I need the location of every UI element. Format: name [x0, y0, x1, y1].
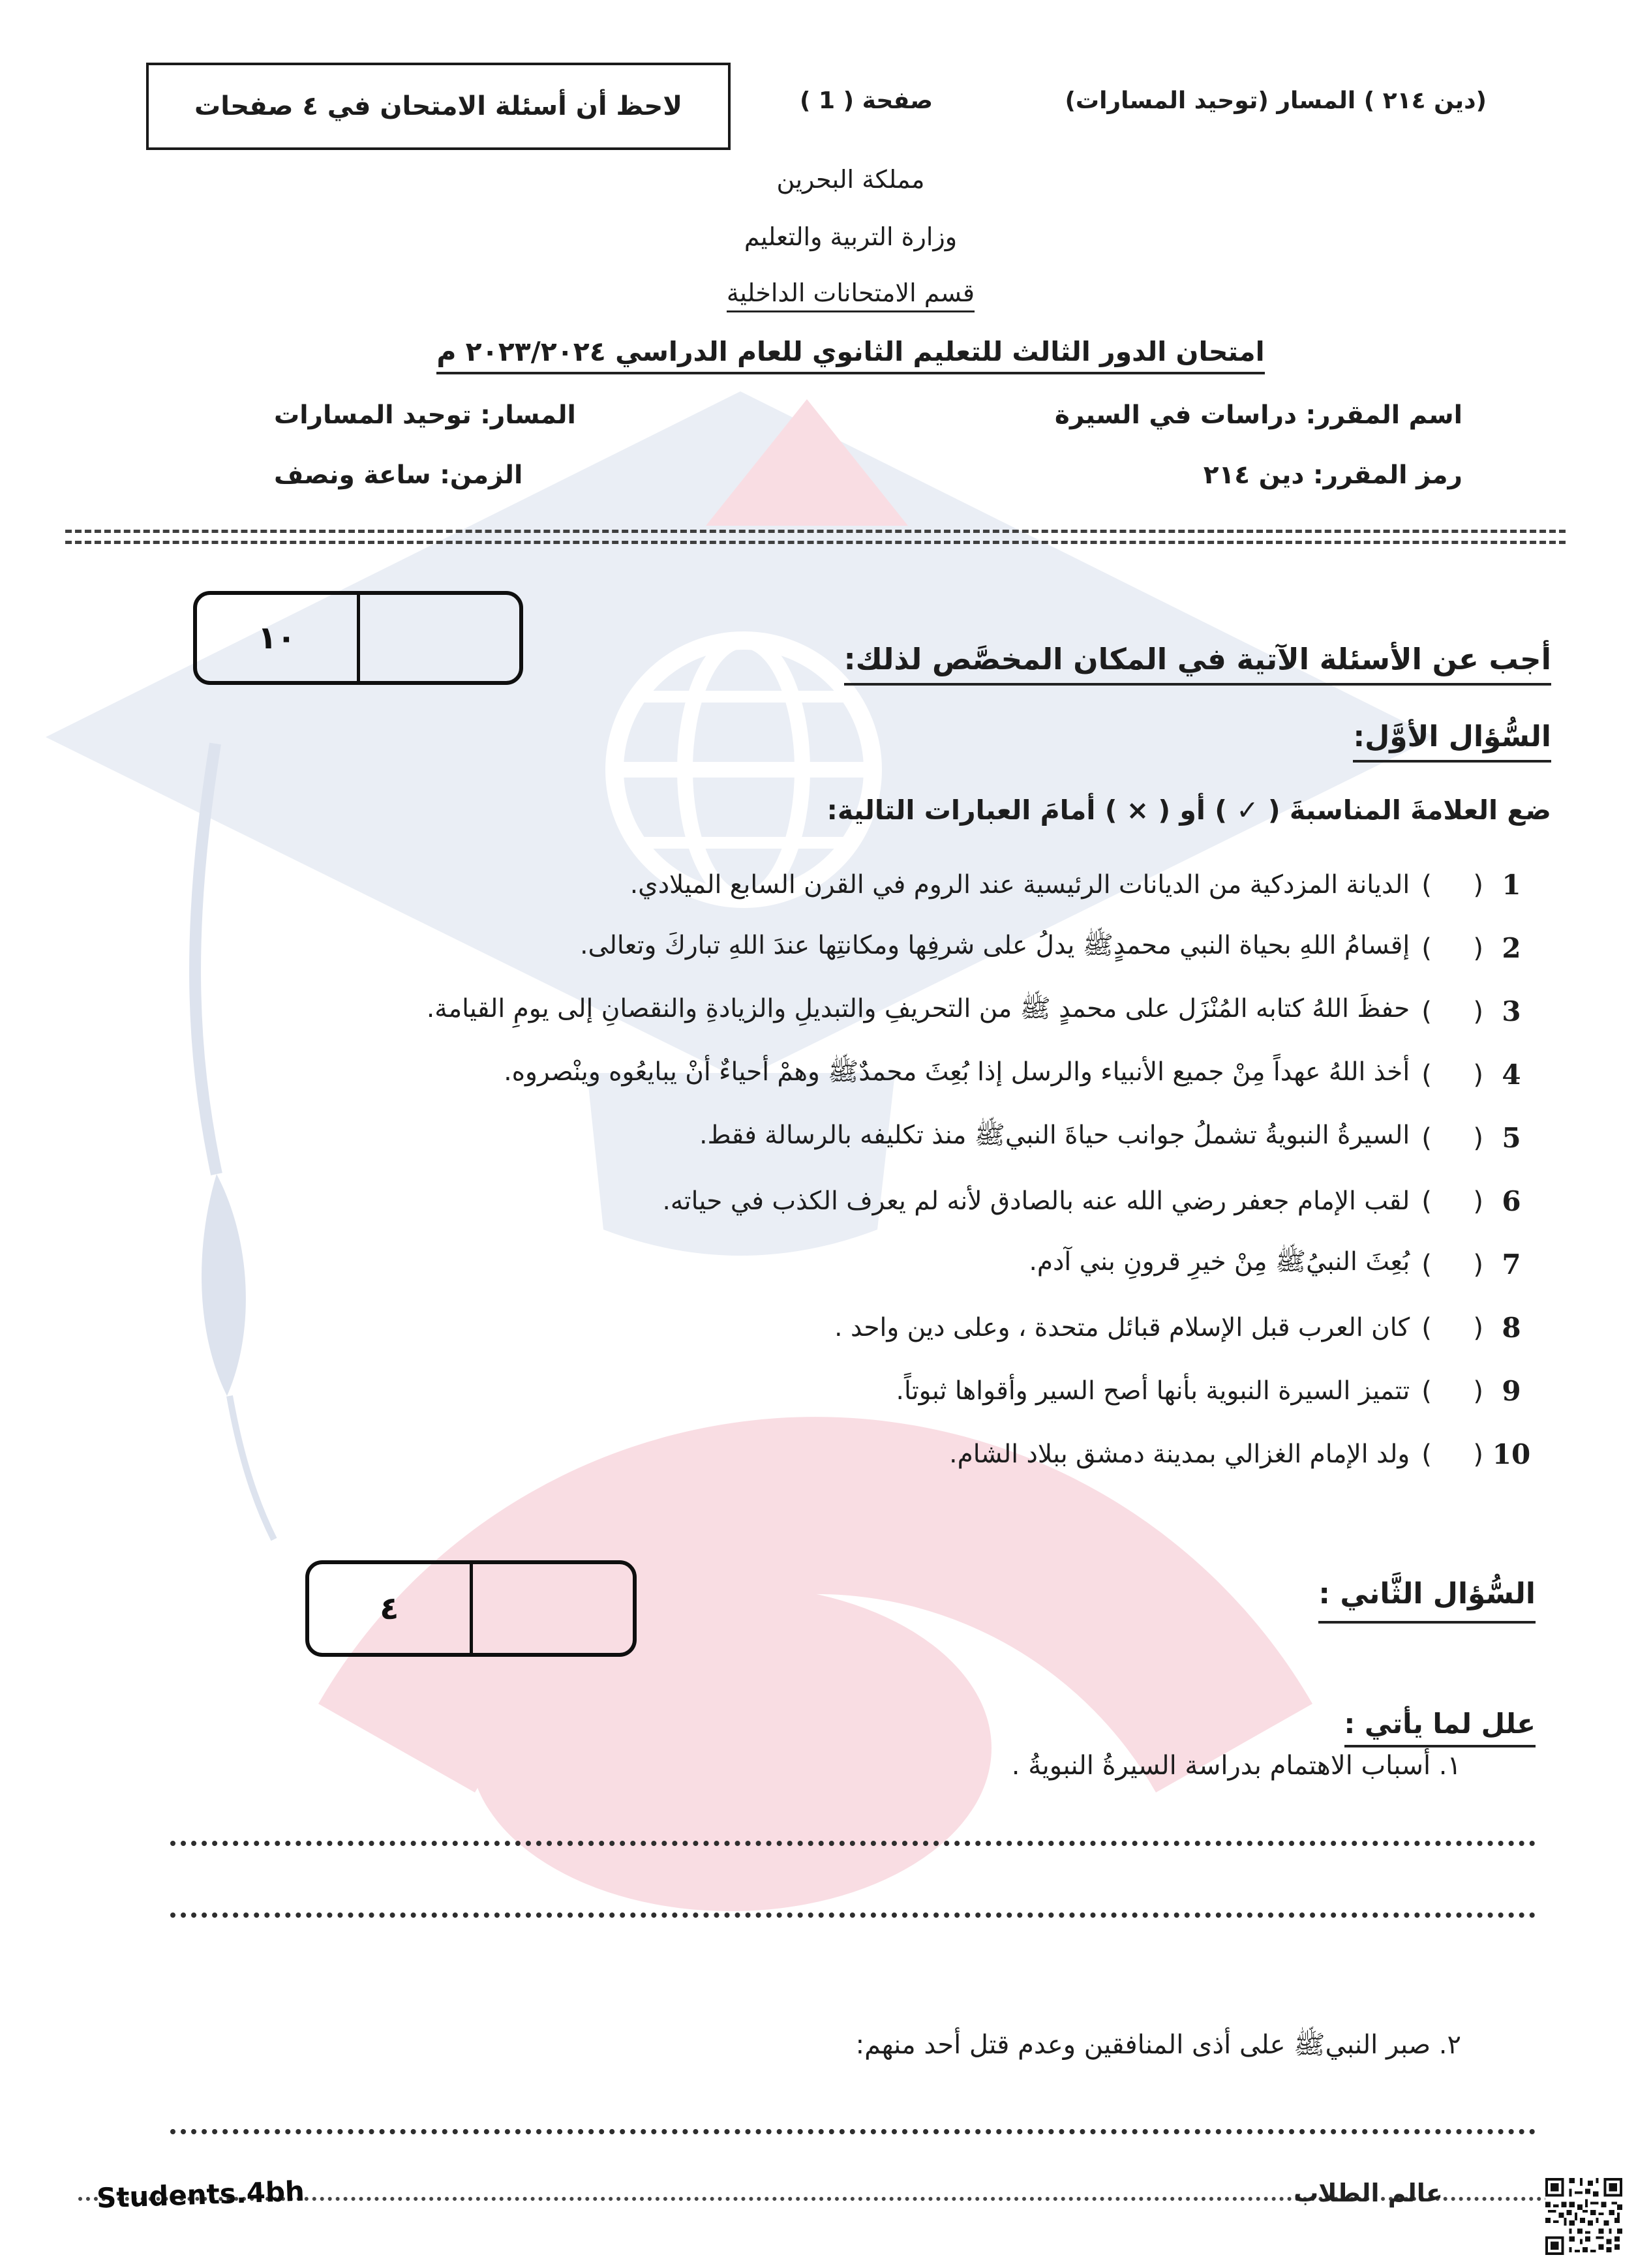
answer-brackets: ( ) [1421, 1439, 1483, 1470]
ministry-header-block [427, 167, 1275, 374]
answer-brackets: ( ) [1421, 1249, 1483, 1280]
ministry-line: وزارة التربية والتعليم [744, 222, 958, 251]
statement-text: السيرةُ النبويةُ تشملُ جوانب حياةَ النبيﷺ منذ تكليفه بالرسالة فقط. [699, 1121, 1410, 1150]
course-name: اسم المقرر: دراسات في السيرة [1054, 401, 1462, 430]
q2-item-2 [856, 2029, 1461, 2066]
answer-line [170, 1913, 1536, 1918]
answer-brackets: ( ) [1421, 1376, 1483, 1406]
statement-row [85, 980, 1533, 1043]
exam-title: امتحان الدور الثالث للتعليم الثانوي للعام الدراسي ٢٠٢٣/٢٠٢٤ م [436, 339, 1264, 374]
statement-row [85, 1423, 1533, 1486]
answer-line [170, 1841, 1536, 1846]
page-count-notice-box [146, 63, 731, 150]
statement-text: بُعِثَ النبيُﷺ مِنْ خيرِ قرونِ بني آدم. [1029, 1247, 1410, 1277]
answer-line [170, 2129, 1536, 2134]
statement-row [85, 1170, 1533, 1233]
statement-number: 3 [1502, 995, 1521, 1027]
footer-brand-arabic: عالم الطلاب [1294, 2179, 1443, 2207]
statement-number: 8 [1502, 1312, 1521, 1344]
statement-row [85, 1359, 1533, 1423]
q1-marks-box [193, 591, 523, 685]
statement-number: 4 [1502, 1059, 1521, 1091]
statement-number: 2 [1502, 932, 1521, 964]
statement-text: حفظَ اللهُ كتابه المُنْزَل على محمدٍ ﷺ من التحريفِ والتبديلِ والزيادةِ والنقصانِ إلى يومِ القيامة. [426, 994, 1410, 1023]
statement-text: تتميز السيرة النبوية بأنها أصح السير وأقواها ثبوتاً. [896, 1376, 1410, 1406]
answer-brackets: ( ) [1421, 1059, 1483, 1090]
answer-brackets: ( ) [1421, 996, 1483, 1027]
statement-text: لقب الإمام جعفر رضي الله عنه بالصادق لأنه لم يعرف الكذب في حياته. [662, 1187, 1410, 1216]
statement-row [85, 1043, 1533, 1106]
statement-number: 9 [1502, 1375, 1521, 1407]
answer-brackets: ( ) [1421, 933, 1483, 963]
q2-marks-empty-cell [473, 1564, 633, 1653]
q1-prompt: ضع العلامةَ المناسبةَ ( ✓ ) أو ( × ) أمامَ العبارات التالية: [826, 794, 1551, 826]
q2-item-2-number: ٢. [1438, 2030, 1461, 2060]
answer-brackets: ( ) [1421, 1312, 1483, 1343]
statement-row [85, 1233, 1533, 1296]
q2-item-2-text: صبر النبيﷺ على أذى المنافقين وعدم قتل أحد منهم: [855, 2030, 1431, 2060]
statement-number: 7 [1502, 1248, 1521, 1280]
qr-code-icon [1545, 2178, 1622, 2255]
duration-label: الزمن: ساعة ونصف [274, 461, 523, 490]
statement-row [85, 1296, 1533, 1359]
statement-text: أخذ اللهُ عهداً مِنْ جميع الأنبياء والرسل إذا بُعِثَ محمدٌﷺ وهمْ أحياءٌ أنْ يبايعُوه وينْصروه. [504, 1057, 1410, 1087]
track-label: المسار: توحيد المسارات [274, 401, 576, 430]
answer-brackets: ( ) [1421, 1123, 1483, 1153]
statement-number: 1 [1502, 869, 1521, 901]
statement-text: ولد الإمام الغزالي بمدينة دمشق ببلاد الشام. [949, 1440, 1410, 1469]
statement-number: 10 [1492, 1438, 1531, 1470]
course-reference-header: (دين ٢١٤ ) المسار (توحيد المسارات) [1065, 87, 1487, 114]
statement-row [85, 853, 1533, 916]
q2-item-1-number: ١. [1438, 1751, 1461, 1781]
kingdom-line: مملكة البحرين [776, 165, 925, 194]
footer-brand-latin: Students.4bh [96, 2175, 305, 2215]
general-instruction: أجب عن الأسئلة الآتية في المكان المخصَّص لذلك: [844, 642, 1551, 686]
statement-number: 6 [1502, 1185, 1521, 1217]
department-line: قسم الامتحانات الداخلية [727, 280, 975, 312]
answer-brackets: ( ) [1421, 869, 1483, 900]
q2-marks-value: ٤ [309, 1564, 473, 1653]
q2-marks-box [305, 1560, 637, 1657]
statement-text: كان العرب قبل الإسلام قبائل متحدة ، وعلى دين واحد . [834, 1313, 1410, 1342]
q2-item-1-text: أسباب الاهتمام بدراسة السيرةُ النبويةُ . [1011, 1751, 1431, 1781]
q2-item-1 [1012, 1751, 1461, 1781]
answer-brackets: ( ) [1421, 1186, 1483, 1217]
statement-row [85, 916, 1533, 980]
statement-row [85, 1106, 1533, 1170]
q1-marks-value: ١٠ [197, 595, 360, 681]
statement-text: إقسامُ اللهِ بحياة النبي محمدٍﷺ يدلُ على شرفِها ومكانتِها عندَ اللهِ تباركَ وتعالى. [580, 931, 1410, 960]
q1-statements-list [85, 853, 1533, 1486]
page-number-label: صفحة ( 1 ) [800, 87, 933, 114]
q1-marks-empty-cell [360, 595, 520, 681]
q2-title: السُّؤال الثَّاني : [1318, 1577, 1536, 1624]
header-separator [65, 530, 1566, 544]
statement-number: 5 [1502, 1122, 1521, 1154]
course-code: رمز المقرر: دين ٢١٤ [1203, 461, 1462, 490]
q1-title: السُّؤال الأوَّل: [1353, 720, 1551, 763]
q2-prompt: علل لما يأتي : [1344, 1708, 1536, 1747]
page-count-notice-text: لاحظ أن أسئلة الامتحان في ٤ صفحات [194, 91, 682, 121]
statement-text: الديانة المزدكية من الديانات الرئيسية عند الروم في القرن السابع الميلادي. [629, 870, 1410, 900]
